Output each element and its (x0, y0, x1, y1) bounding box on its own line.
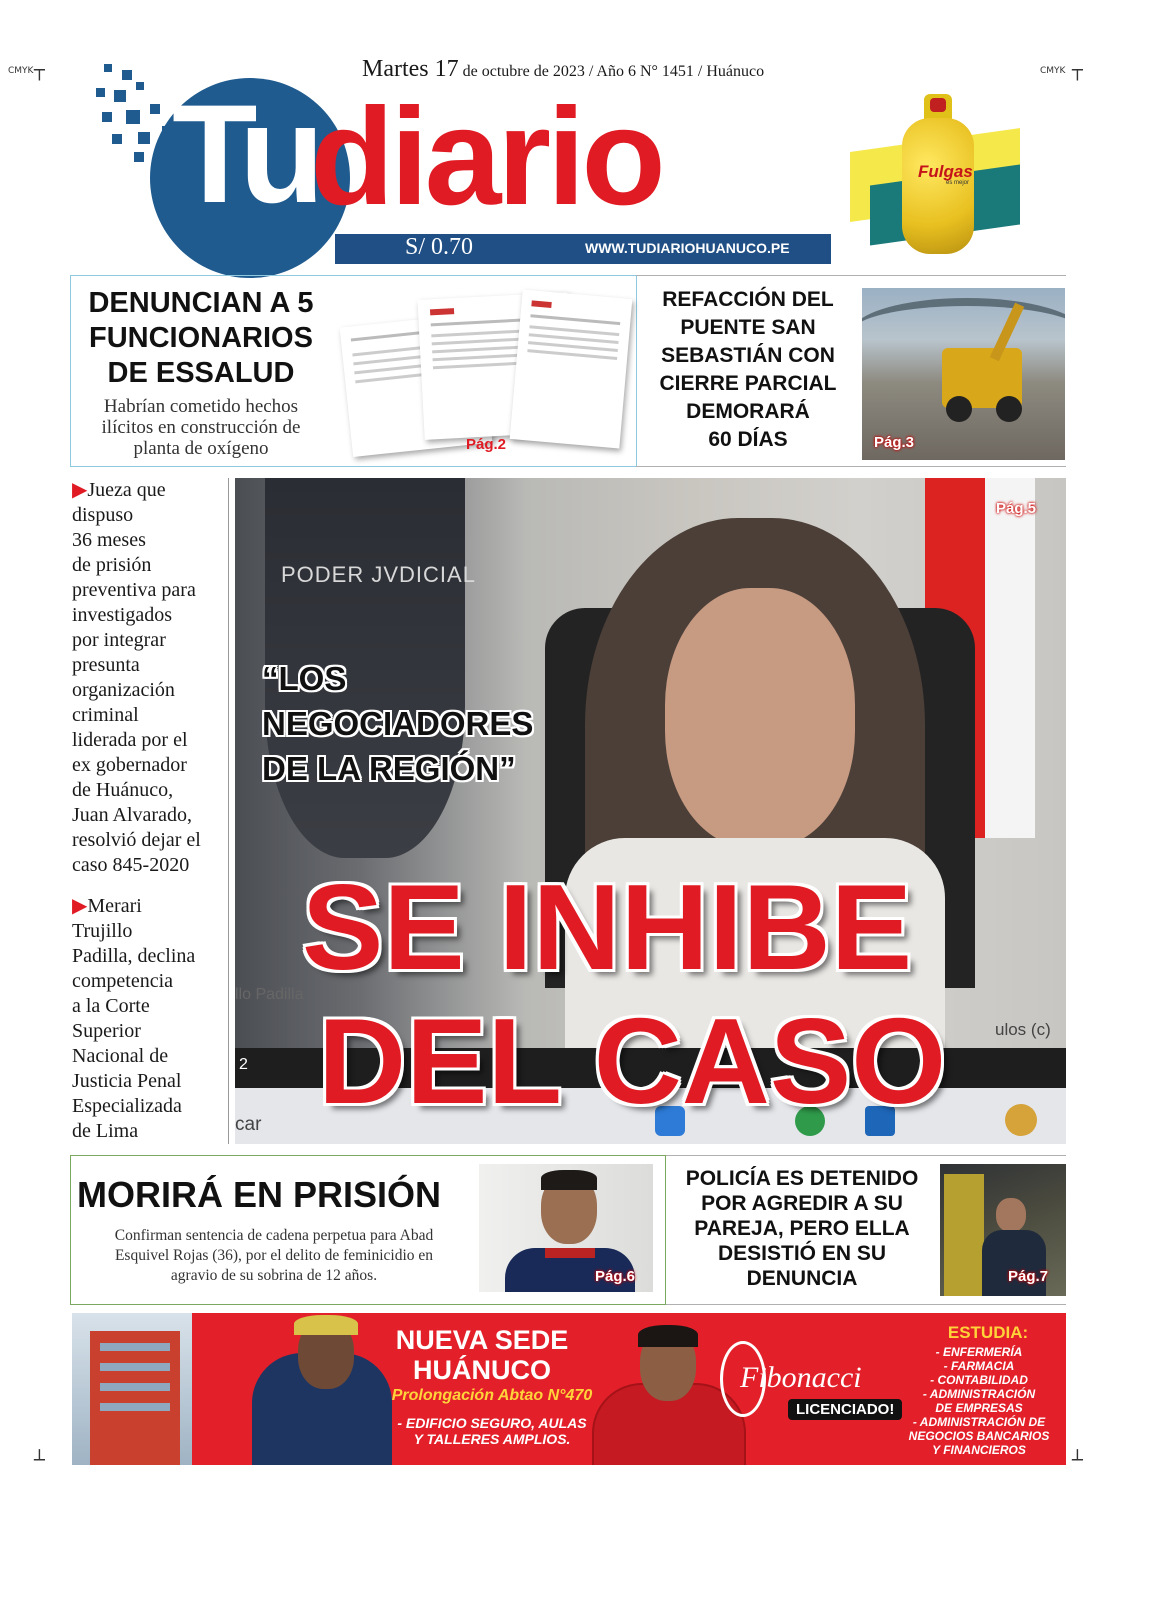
prision-summary: Confirman sentencia de cadena perpetua para Abad Esquivel Rojas (36), por el delito de feminicidio en agravio de su sobrina de 12 años. (114, 1227, 434, 1284)
crop-mark-top-left: ┬ (34, 60, 45, 81)
triangle-icon: ▶ (72, 895, 88, 917)
essalud-subhead: Habrían cometido hechos ilícitos en construcción de planta de oxígeno (101, 396, 301, 459)
backdrop-text: PODER JVDICIAL (281, 562, 476, 587)
story-policia[interactable] (666, 1155, 1066, 1305)
main-headline-line1: SE INHIBE (302, 859, 913, 995)
sponsor-ad[interactable] (840, 80, 1030, 270)
dateline-rest: de octubre de 2023 / Año 6 N° 1451 / Huánuco (458, 63, 765, 80)
paint-icon (1005, 1104, 1037, 1136)
side-bullet-2: ▶Merari Trujillo Padilla, declina competencia a la Corte Superior Nacional de Justicia Penal Especializada de Lima (72, 895, 196, 1142)
essalud-page[interactable]: Pág.2 (466, 436, 507, 453)
dateline (362, 56, 764, 83)
story-essalud[interactable] (70, 275, 637, 467)
ad-study-heading: ESTUDIA: (947, 1323, 1029, 1342)
logo-diario: diario (310, 80, 662, 234)
screen-label-left: llo Padilla (235, 986, 304, 1003)
dateline-day: Martes 17 (362, 56, 459, 82)
ad-badge: LICENCIADO! (788, 1399, 902, 1420)
column-divider (228, 478, 229, 1144)
ad-address: Prolongación Abtao N°470 (391, 1387, 593, 1404)
cmyk-mark-right: CMYK (1040, 66, 1066, 76)
person-face (665, 588, 855, 848)
screen-number: 2 (239, 1056, 248, 1073)
ad-title-1: NUEVA SEDE (395, 1325, 569, 1355)
cmyk-mark-left: CMYK (8, 66, 34, 76)
essalud-headline: DENUNCIAN A 5 FUNCIONARIOS DE ESSALUD (88, 287, 314, 389)
policia-headline: POLICÍA ES DETENIDO POR AGREDIR A SU PAREJA, PERO ELLA DESISTIÓ EN SU DENUNCIA (685, 1167, 919, 1290)
crop-mark-bottom-right: ┴ (1072, 1450, 1083, 1471)
ad-title-2: HUÁNUCO (413, 1355, 551, 1385)
triangle-icon: ▶ (72, 479, 88, 501)
ad-careers: - ENFERMERÍA - FARMACIA - CONTABILIDAD - ADMINISTRACIÓN DE EMPRESAS - ADMINISTRACIÓN DE NEGOCIOS BANCARIOS Y FINANCIEROS (908, 1345, 1050, 1457)
story-prision[interactable] (70, 1155, 666, 1305)
side-bullet-1: ▶Jueza que dispuso 36 meses de prisión preventiva para investigados por integrar presunta organización criminal liderada por el ex gobernador de Huánuco, Juan Alvarado, resolvió dejar el caso 845-2020 (72, 479, 201, 876)
crop-mark-bottom-left: ┴ (34, 1450, 45, 1471)
website[interactable]: WWW.TUDIARIOHUANUCO.PE (585, 240, 790, 256)
ad-brand: Fibonacci (740, 1361, 862, 1394)
screen-label-right: ulos (c) (995, 1020, 1051, 1039)
taskbar-search: car (235, 1114, 262, 1135)
puente-headline: REFACCIÓN DEL PUENTE SAN SEBASTIÁN CON CIERRE PARCIAL DEMORARÁ 60 DÍAS (659, 288, 837, 451)
prision-page[interactable]: Pág.6 (595, 1268, 636, 1285)
sponsor-tagline: es mejor (946, 180, 970, 186)
logo-tu: Tu (172, 75, 317, 232)
quote: “LOS NEGOCIADORES DE LA REGIÓN” (262, 660, 534, 787)
price: S/ 0.70 (405, 234, 474, 260)
policia-page[interactable]: Pág.7 (1008, 1268, 1049, 1285)
prision-headline: MORIRÁ EN PRISIÓN (77, 1174, 442, 1215)
fibonacci-ad[interactable] (72, 1313, 1066, 1465)
sponsor-brand: Fulgas (918, 162, 973, 181)
story-puente[interactable] (636, 275, 1066, 467)
crop-mark-top-right: ┬ (1072, 60, 1083, 81)
main-page[interactable]: Pág.5 (996, 500, 1037, 517)
main-headline-line2: DEL CASO (318, 993, 947, 1129)
ad-features-2: Y TALLERES AMPLIOS. (413, 1431, 571, 1447)
document-image (346, 290, 636, 460)
ad-features-1: - EDIFICIO SEGURO, AULAS (397, 1415, 587, 1431)
puente-page[interactable]: Pág.3 (874, 434, 915, 451)
